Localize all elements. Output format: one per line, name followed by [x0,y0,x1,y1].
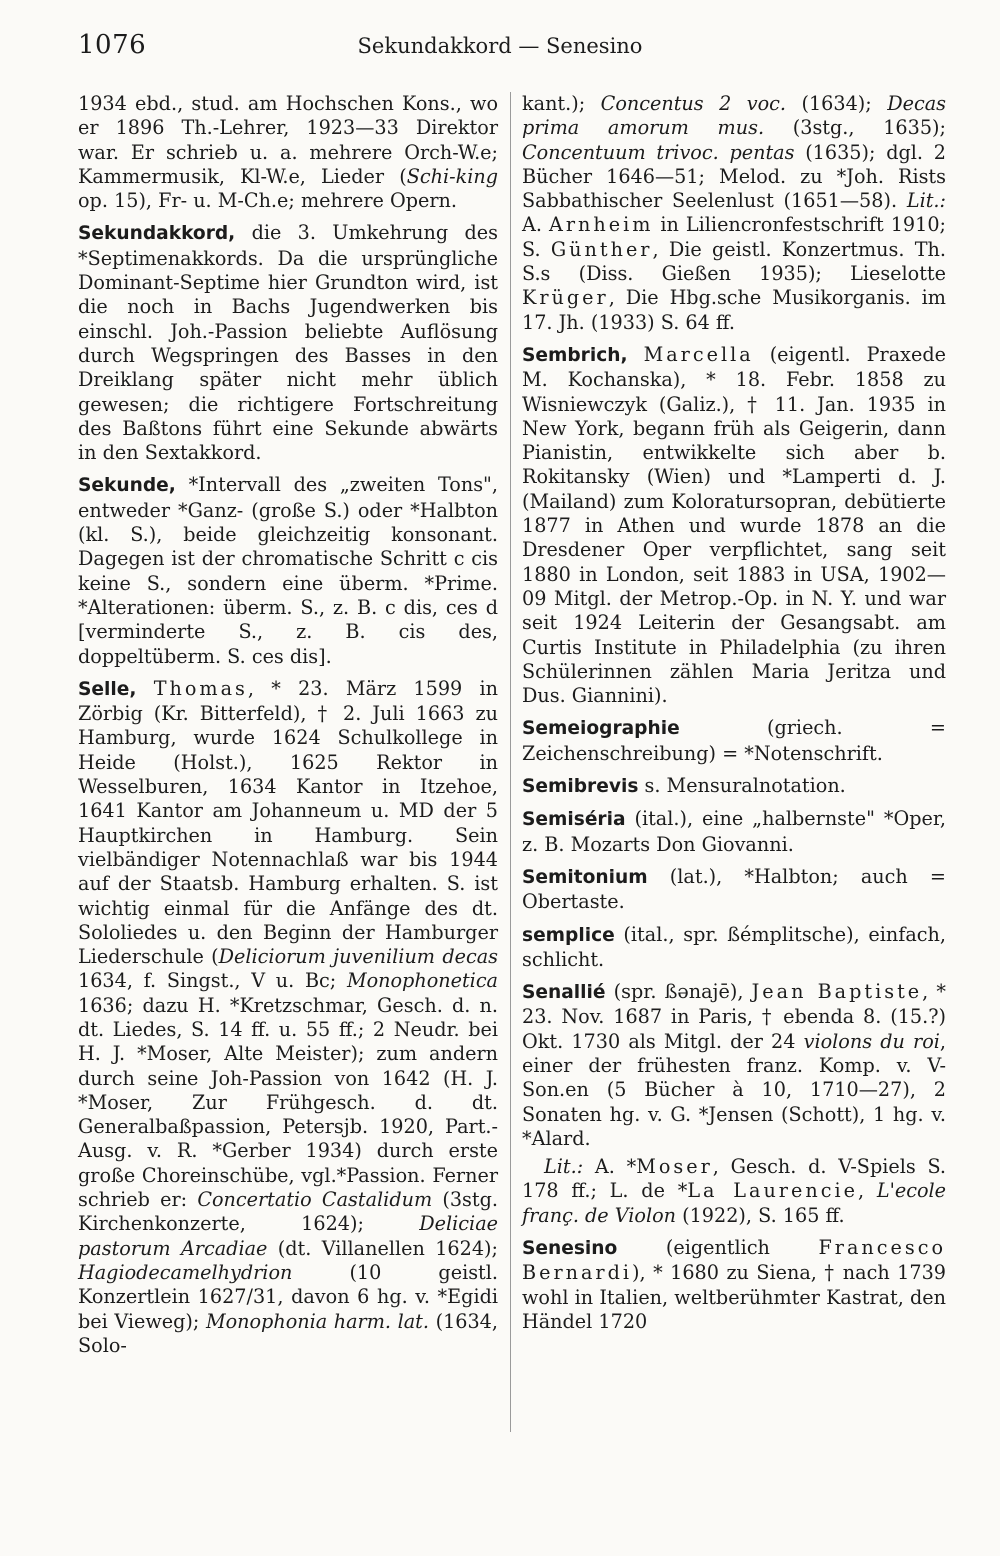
entry-text: 1934 ebd., stud. am Hochschen Kons., wo er 1896 Th.-Lehrer, 1923—33 Direktor war. Er schrieb u. a. mehrere Orch-W.e; Kammermusik, Kl-W.e, Lieder ( [78,92,498,188]
italic-title: Monophonia harm. lat. [205,1309,429,1333]
right-column [522,92,946,1342]
entry-text: kant.); [522,92,601,115]
headword: Sekundakkord, [78,223,236,245]
person-name: Francesco Bernardi [522,1236,946,1285]
entry-text: (eigentlich [617,1236,819,1260]
entry-text: op. 15), Fr- u. M-Ch.e; mehrere Opern. [78,189,457,213]
entry-text: (1634, Solo- [78,1309,498,1357]
headword: Semiséria [522,809,626,831]
headword: Sembrich, [522,344,628,366]
entry-text: (spr. ßənajē), [605,980,752,1004]
author-name: Moser [636,1155,713,1179]
entry-text: , Gesch. d. V-Spiels S. 178 ff.; L. de * [522,1155,947,1203]
entry-sembrich [522,343,946,708]
entry-semiseria [522,807,946,857]
entry-senesino [522,1236,946,1334]
italic-title: Concertatio Castalidum [197,1188,433,1212]
italic-title: Lit.: [906,189,946,213]
entry-text: 1636; dazu H. *Kretzschmar, Gesch. d. n. dt. Liedes, S. 14 ff. u. 55 ff.; 2 Neudr. bei H. J. *Moser, Alte Meister); zum andern durch seine Joh-Passion von 1642 (H. J. *Moser, Zur Frühgesch. d. dt. Generalbaßpassion, Petersjb. 1920, Part.-Ausg. v. R. *Gerber 1934) durch erste große Choreinschübe, vgl.*Passion. Ferner schrieb er: [78,993,498,1212]
italic-label: Lit.: [544,1155,584,1179]
entry-text: , [857,1179,877,1203]
entry-text: , * 23. März 1599 in Zörbig (Kr. Bitterfeld), † 2. Juli 1663 zu Hamburg, wurde 1624 Schulkollege in Heide (Holst.), 1625 Rektor in Wesselburen, 1634 Kantor in Itzehoe, 1641 Kantor am Johanneum u. MD der 5 Hauptkirchen in Hamburg. Sein vielbändiger Notennachlaß war bis 1944 auf der Staatsb. Hamburg erhalten. S. ist wichtig einmal für die Anfänge des dt. Sololiedes u. den Beginn der Hamburger Liederschule ( [78,676,498,969]
entry-continuation [78,92,498,213]
author-name: Arnheim [548,213,654,237]
entry-text: (1635); dgl. 2 Bücher 1646—51; Melod. zu *Joh. Rists Sabbathischer Seelenlust (1651—58). [522,140,946,213]
headword: Semitonium [522,866,648,888]
italic-title: Deliciae pastorum Arcadiae [78,1212,498,1260]
person-name: Jean Baptiste [751,980,923,1004]
entry-senallie [522,980,946,1151]
entry-semplice [522,923,946,973]
entry-text: A. [522,213,549,237]
entry-text: A. * [583,1155,637,1179]
entry-text: (griech. = Zeichenschreibung) = *Notenschrift. [522,716,946,765]
italic-title: Concentuum trivoc. pentas [522,140,795,164]
entry-semitonium [522,865,946,915]
entry-text: , einer der frühesten franz. Komp. v. V-Son.en (5 Bücher à 10, 1710—27), 2 Sonaten hg. v. G. *Jensen (Schott), 1 hg. v. *Alard. [522,1029,946,1150]
italic-title: Schi-king [406,164,498,188]
entry-text: , Die geistl. Konzertmus. Th. S.s (Diss. Gießen 1935); Lieselotte [522,237,946,286]
author-name: Günther [550,237,653,261]
entry-senallie-literature [522,1155,946,1228]
italic-title: Decas prima amorum mus. [522,92,946,140]
entry-text: (dt. Villanellen 1624); [267,1236,498,1260]
entry-text: *Intervall des „zweiten Tons", entweder *Ganz- (große S.) oder *Halbton (kl. S.), beide gleichzeitig konsonant. Dagegen ist der chromatische Schritt c cis keine S., sondern eine überm. *Prime. *Alterationen: überm. S., z. B. c dis, ces d [verminderte S., z. B. cis des, doppeltüberm. S. ces dis]. [78,473,498,668]
italic-title: violons du roi [803,1029,940,1053]
entry-semibrevis [522,774,946,799]
headword: Senesino [522,1238,618,1260]
italic-title: Monophonetica [346,969,498,993]
column-divider [510,92,511,1432]
headword: Senallié [522,982,606,1004]
entry-text: , Die Hbg.sche Musikorganis. im 17. Jh. (1933) S. 64 ff. [522,286,946,334]
headword: Semeiographie [522,718,680,740]
running-title: Sekundakkord — Senesino [357,34,643,58]
entry-text: die 3. Umkehrung des *Septimenakkords. Da die ursprüngliche Dominant-Septime hier Grundton wird, ist die noch in Bachs Jugendwerken bis einschl. Joh.-Passion beliebte Auflösung durch Wegspringen des Basses in den Dreiklang später nicht mehr üblich gewesen; die richtigere Fortschreitung des Baßtons führt eine Sekunde abwärts in den Sextakkord. [78,221,498,465]
entry-text: 1634, f. Singst., V u. Bc; [78,969,347,993]
entry-text: ), * 1680 zu Siena, † nach 1739 wohl in Italien, weltberühmter Kastrat, den Händel 1720 [522,1261,946,1333]
italic-title: L'ecole franç. de Violon [522,1179,946,1227]
entry-sekundakkord [78,221,498,465]
entry-text: (3stg., 1635); [764,116,946,140]
italic-title: Deliciorum juvenilium decas [218,945,498,969]
entry-text: (10 geistl. Konzertlein 1627/31, davon 6 hg. v. *Egidi bei Vieweg); [78,1260,498,1333]
entry-text: s. Mensuralnotation. [638,774,846,798]
entry-text: (3stg. Kirchenkonzerte, 1624); [78,1188,498,1236]
entry-continuation [522,92,946,335]
left-column [78,92,498,1366]
entry-text: (lat.), *Halbton; auch = Obertaste. [522,864,946,914]
entry-text: (ital., spr. ßémplitsche), einfach, schlicht. [522,922,946,971]
entry-text: (ital.), eine „halbernste" *Oper, z. B. Mozarts Don Giovanni. [522,807,946,856]
entry-text: in Liliencronfestschrift 1910; S. [522,213,946,261]
entry-selle [78,677,498,1358]
entry-text: (1634); [786,92,888,115]
entry-text: (1922), S. 165 ff. [676,1203,845,1227]
headword: Sekunde, [78,475,176,497]
entry-semeiographie [522,716,946,766]
author-name: Krüger [522,286,609,310]
entry-text: , * 23. Nov. 1687 in Paris, † ebenda 8. (15.?) Okt. 1730 als Mitgl. der 24 [522,980,947,1053]
italic-title: Concentus 2 voc. [600,92,787,115]
author-name: La Laurencie [687,1179,858,1203]
headword: semplice [522,924,615,946]
entry-sekunde [78,473,498,668]
entry-text: (eigentl. Praxede M. Kochanska), * 18. Febr. 1858 zu Wisniewczyk (Galiz.), † 11. Jan. 1935 in New York, begann früh als Geigerin, dann Pianistin, entwikkelte sich aber b. Rokitansky (Wien) und *Lamperti d. J. (Mailand) zum Koloratursopran, debütierte 1877 in Athen und wurde 1878 an die Dresdener Oper verpflichtet, sang seit 1880 in London, seit 1883 in USA, 1902—09 Mitgl. der Metrop.-Op. in N. Y. und war seit 1924 Leiterin der Gesangsabt. am Curtis Institute in Philadelphia (zu ihren Schülerinnen zählen Maria Jeritza und Dus. Giannini). [522,342,946,708]
headword: Semibrevis [522,776,639,798]
person-name: Thomas [153,676,248,700]
person-name: Marcella [643,342,754,366]
page-number: 1076 [78,30,147,60]
headword: Selle, [78,678,137,700]
italic-title: Hagiodecamelhydrion [78,1260,293,1284]
